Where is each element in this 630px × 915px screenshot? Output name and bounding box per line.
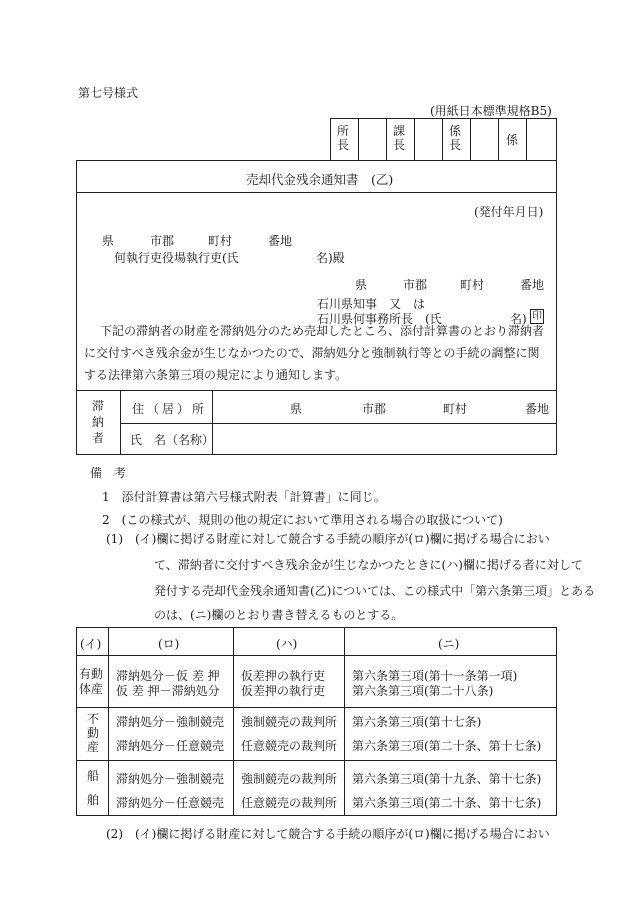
table-row-group-label: 有動 体産 [79, 667, 104, 696]
recipient-block: 番地 [268, 234, 293, 248]
remarks-sub2-line1: (2) (イ)欄に掲げる財産に対して競合する手続の順序が(ロ)欄に掲げる場合におい [106, 827, 550, 841]
address-block: 番地 [525, 402, 550, 416]
address-label: 住（居）所 [132, 402, 208, 416]
issue-date: (発付年月日) [474, 205, 544, 219]
recipient-name-line: 何執行吏役場執行吏(氏 [114, 251, 239, 265]
paper-size-note: (用紙日本標準規格B5) [430, 104, 552, 118]
table-cell-order: 滞納処分－強制競売 [116, 772, 225, 786]
table-cell-replacement: 第六条第三項(第二十八条) [352, 684, 494, 698]
stamp-label-clerk: 係 [506, 133, 519, 147]
table-cell-recipient: 任意競売の裁判所 [241, 739, 338, 753]
body-line-2: に交付すべき残余金が生じなかつたので、滞納処分と強制執行等との手続の調整に関 [84, 346, 540, 360]
table-cell-replacement: 第六条第三項(第二十条、第十七条) [352, 739, 542, 753]
table-cell-replacement: 第六条第三項(第十七条) [352, 715, 482, 729]
table-header-ro: (ロ) [158, 637, 180, 651]
remarks-item-1: 1 添付計算書は第六号様式附表「計算書」に同じ。 [102, 490, 386, 504]
sender-title-line1: 石川県知事 又 は [317, 297, 426, 311]
table-header-ha: (ハ) [276, 637, 298, 651]
recipient-city: 市郡 [150, 234, 175, 248]
table-header-i: (イ) [80, 637, 102, 651]
stamp-label-subsection-chief: 係 長 [449, 124, 462, 152]
document-title: 売却代金残余通知書 (乙) [246, 172, 394, 187]
table-cell-order: 滞納処分－任意競売 [116, 796, 225, 810]
recipient-prefecture: 県 [102, 234, 115, 248]
table-row-group-label: 不 動 産 [87, 712, 100, 754]
table-cell-order: 滞納処分－任意競売 [116, 739, 225, 753]
remarks-sub1-line1: (1) (イ)欄に掲げる財産に対して競合する手続の順序が(ロ)欄に掲げる場合におい [106, 532, 550, 546]
body-line-3: する法律第六条第三項の規定により通知します。 [84, 368, 348, 382]
table-cell-recipient: 強制競売の裁判所 [241, 772, 338, 786]
sender-title-line2: 石川県何事務所長 (氏 [317, 312, 442, 326]
remarks-sub1-line3: 発付する売却代金残余通知書(乙)については、この様式中「第六条第三項」とある [154, 584, 596, 598]
table-cell-replacement: 第六条第三項(第十九条、第十七条) [352, 772, 542, 786]
table-cell-order: 滞納処分－仮 差 押 [116, 669, 220, 683]
seal-mark: 印 [532, 311, 542, 322]
address-city: 市郡 [362, 402, 387, 416]
sender-block: 番地 [520, 278, 545, 292]
form-number: 第七号様式 [78, 86, 139, 100]
remarks-sub1-line2: て、滞納者に交付すべき残余金が生じなかつたときに(ハ)欄に掲げる者に対して [154, 558, 583, 572]
table-row-group-label: 船 舶 [87, 769, 100, 807]
stamp-label-director: 所 長 [337, 124, 350, 152]
sender-town: 町村 [460, 278, 485, 292]
table-cell-recipient: 仮差押の執行吏 [241, 669, 326, 683]
table-cell-replacement: 第六条第三項(第十一条第一項) [352, 669, 518, 683]
recipient-town: 町村 [208, 234, 233, 248]
table-cell-order: 仮 差 押－滞納処分 [116, 684, 220, 698]
remarks-item-2: 2 (この様式が、規則の他の規定において準用される場合の取扱について) [102, 513, 503, 527]
address-prefecture: 県 [290, 402, 303, 416]
delinquent-label: 滞 納 者 [92, 399, 105, 445]
table-cell-recipient: 強制競売の裁判所 [241, 715, 338, 729]
table-cell-recipient: 仮差押の執行吏 [241, 684, 326, 698]
sender-prefecture: 県 [355, 278, 368, 292]
address-town: 町村 [443, 402, 468, 416]
sender-city: 市郡 [403, 278, 428, 292]
name-label: 氏 名（名称） [130, 433, 215, 447]
table-header-ni: (ニ) [438, 637, 460, 651]
remarks-heading: 備 考 [90, 466, 127, 480]
table-cell-recipient: 任意競売の裁判所 [241, 796, 338, 810]
sender-name-end: 名) [510, 312, 527, 326]
stamp-label-section-chief: 課 長 [393, 124, 406, 152]
table-cell-order: 滞納処分－強制競売 [116, 715, 225, 729]
remarks-sub1-line4: のは、(ニ)欄のとおり書き替えるものとする。 [154, 608, 404, 622]
recipient-name-end: 名)殿 [316, 251, 345, 265]
table-cell-replacement: 第六条第三項(第二十条、第十七条) [352, 796, 542, 810]
body-line-1: 下記の滞納者の財産を滞納処分のため売却したところ、添付計算書のとおり滞納者 [100, 324, 545, 338]
